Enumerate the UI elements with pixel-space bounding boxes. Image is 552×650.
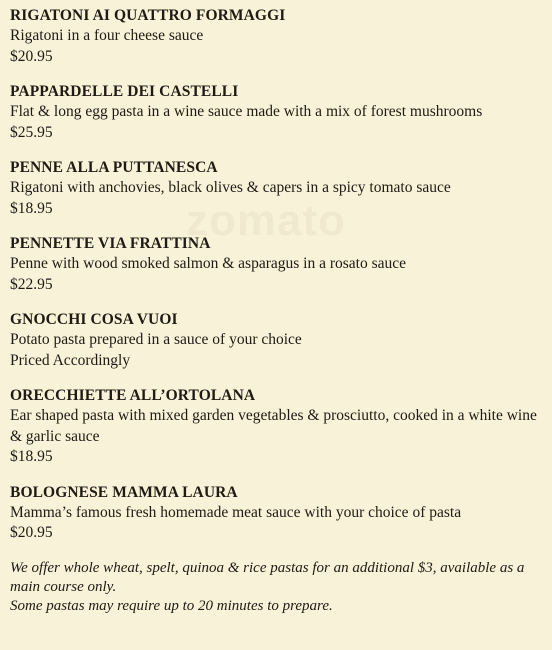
menu-item-price: $20.95 <box>10 524 53 541</box>
menu-item-gnocchi-cosa-vuoi <box>10 310 542 371</box>
menu-item-price: $18.95 <box>10 448 53 465</box>
menu-item-orecchiette-allortolana <box>10 386 542 468</box>
pasta-menu <box>10 6 542 616</box>
pasta-options-footnote <box>10 559 542 616</box>
menu-item-pennette-via-frattina <box>10 234 542 295</box>
menu-item-description: Mamma’s famous fresh homemade meat sauce with your choice of pasta <box>10 503 462 521</box>
menu-item-bolognese-mamma-laura <box>10 483 542 544</box>
menu-item-description: Penne with wood smoked salmon & asparagus in a rosato sauce <box>10 255 407 272</box>
menu-item-penne-alla-puttanesca <box>10 158 542 219</box>
menu-item-name: ORECCHIETTE ALL’ORTOLANA <box>10 387 256 404</box>
menu-item-name: RIGATONI AI QUATTRO FORMAGGI <box>10 7 286 24</box>
menu-item-name: GNOCCHI COSA VUOI <box>10 311 178 328</box>
menu-item-price: $20.95 <box>10 47 53 65</box>
menu-item-name: BOLOGNESE MAMMA LAURA <box>10 483 238 501</box>
menu-item-pappardelle-dei-castelli <box>10 82 542 143</box>
menu-item-description: Rigatoni in a four cheese sauce <box>10 27 204 44</box>
menu-item-description: Rigatoni with anchovies, black olives & capers in a spicy tomato sauce <box>10 179 451 196</box>
menu-item-name: PENNE ALLA PUTTANESCA <box>10 159 218 176</box>
zomato-watermark: zomato <box>186 196 346 245</box>
menu-item-description: Potato pasta prepared in a sauce of your choice <box>10 331 302 348</box>
menu-item-description: Flat & long egg pasta in a wine sauce made with a mix of forest mushrooms <box>10 103 483 120</box>
menu-item-rigatoni-quattro-formaggi <box>10 6 542 67</box>
menu-item-price: $25.95 <box>10 123 53 141</box>
menu-item-price: $18.95 <box>10 199 53 217</box>
menu-item-price: $22.95 <box>10 275 53 293</box>
menu-item-name: PENNETTE VIA FRATTINA <box>10 235 211 252</box>
menu-item-name: PAPPARDELLE DEI CASTELLI <box>10 83 239 100</box>
footnote-pasta-alternatives: We offer whole wheat, spelt, quinoa & rice pastas for an additional $3, available as a main course only. <box>10 559 525 595</box>
menu-item-description: Ear shaped pasta with mixed garden vegetables & prosciutto, cooked in a white wine & garlic sauce <box>10 407 537 445</box>
footnote-preparation-time: Some pastas may require up to 20 minutes to prepare. <box>10 597 333 614</box>
menu-item-price: Priced Accordingly <box>10 351 131 369</box>
